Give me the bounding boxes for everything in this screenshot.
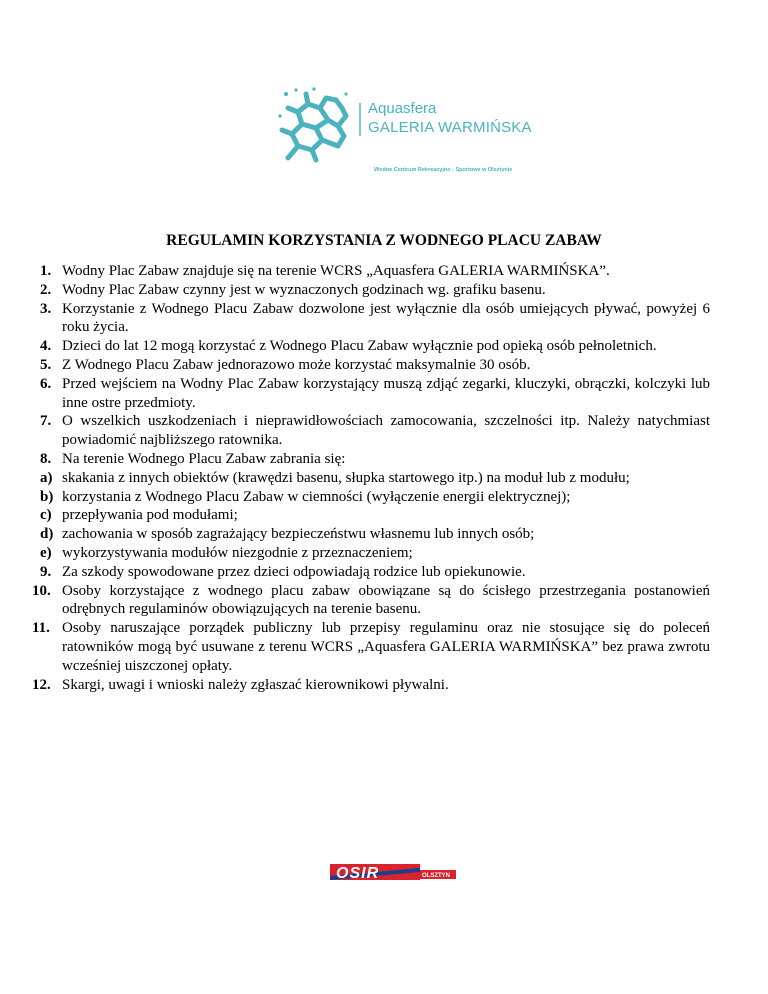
rule-marker: 4. — [40, 338, 52, 355]
osir-logo — [328, 858, 458, 886]
brand-name: Aquasfera — [368, 100, 437, 117]
rule-marker: 10. — [32, 582, 51, 599]
rule-marker: b) — [40, 488, 54, 505]
rule-item — [0, 563, 710, 582]
rule-item — [0, 262, 710, 281]
rule-text: przepływania pod modułami; — [62, 507, 238, 524]
rule-text: Wodny Plac Zabaw czynny jest w wyznaczonych godzinach wg. grafiku basenu. — [62, 281, 546, 298]
rule-item — [0, 300, 710, 338]
rule-text: Wodny Plac Zabaw znajduje się na terenie WCRS „Aquasfera GALERIA WARMIŃSKA”. — [62, 263, 610, 279]
rule-marker: 8. — [40, 450, 52, 467]
rule-text: O wszelkich uszkodzeniach i nieprawidłowościach zamocowania, szczelności itp. Należy natychmiast powiadomić najbliższego ratownika. — [62, 413, 710, 449]
rule-item — [0, 469, 710, 488]
rule-item — [0, 450, 710, 469]
rule-text: Z Wodnego Placu Zabaw jednorazowo może korzystać maksymalnie 30 osób. — [62, 356, 531, 373]
osir-logo-text: OSIR — [336, 865, 380, 882]
osir-city-text: OLSZTYN — [422, 873, 450, 879]
rule-item — [0, 375, 710, 413]
rule-text: Przed wejściem na Wodny Plac Zabaw korzystający muszą zdjąć zegarki, kluczyki, obrączki, kolczyki lub inne ostre przedmioty. — [62, 375, 710, 411]
rule-item — [0, 544, 710, 563]
coral-logo-icon — [276, 86, 354, 166]
rule-item — [0, 525, 710, 544]
rule-text: Osoby korzystające z wodnego placu zabaw obowiązane są do ścisłego przestrzegania postanowień odrębnych regulaminów obowiązujących na terenie basenu. — [62, 582, 710, 618]
rule-marker: 2. — [40, 281, 52, 298]
rule-text: zachowania w sposób zagrażający bezpieczeństwu własnemu lub innych osób; — [62, 526, 535, 543]
rule-item — [0, 356, 710, 375]
rule-item — [0, 676, 710, 695]
rule-item — [0, 582, 710, 620]
rule-item — [0, 337, 710, 356]
rule-marker: 6. — [40, 375, 52, 392]
rule-text: Na terenie Wodnego Placu Zabaw zabrania się: — [62, 450, 346, 467]
rule-item — [0, 281, 710, 300]
rule-item — [0, 506, 710, 525]
rule-item — [0, 619, 710, 675]
rule-marker: 11. — [32, 620, 50, 637]
rule-text: Dzieci do lat 12 mogą korzystać z Wodnego Placu Zabaw wyłącznie pod opieką osób pełnoletnich. — [62, 338, 657, 355]
rule-item — [0, 412, 710, 450]
rule-marker: 3. — [40, 300, 52, 317]
rule-text: Skargi, uwagi i wnioski należy zgłaszać kierownikowi pływalni. — [62, 676, 449, 693]
rule-marker: 1. — [40, 263, 52, 279]
rule-text: Korzystanie z Wodnego Placu Zabaw dozwolone jest wyłącznie dla osób umiejących pływać, powyżej 6 roku życia. — [62, 300, 710, 336]
rule-marker: d) — [40, 526, 54, 543]
brand-text — [368, 100, 532, 137]
rule-marker: 12. — [32, 676, 51, 693]
brand-tagline: Wodne Centrum Rekreacyjno - Sportowe w Olsztynie — [374, 167, 513, 173]
rule-marker: 9. — [40, 563, 52, 580]
rule-marker: c) — [40, 507, 52, 524]
rule-text: Za szkody spowodowane przez dzieci odpowiadają rodzice lub opiekunowie. — [62, 563, 526, 580]
rule-text: Osoby naruszające porządek publiczny lub przepisy regulaminu oraz nie stosujące się do poleceń ratowników mogą być usuwane z terenu WCRS „Aquasfera GALERIA WARMIŃSKA” bez prawa zwrotu wcześniej uiszczonej opłaty. — [62, 620, 710, 674]
aquasfera-logo — [276, 80, 546, 172]
rule-item — [0, 488, 710, 507]
rule-marker: 5. — [40, 356, 52, 373]
brand-sub: GALERIA WARMIŃSKA — [368, 119, 532, 136]
rule-marker: e) — [40, 544, 52, 561]
rule-text: skakania z innych obiektów (krawędzi basenu, słupka startowego itp.) na moduł lub z modułu; — [62, 469, 630, 486]
rule-text: wykorzystywania modułów niezgodnie z przeznaczeniem; — [62, 544, 413, 561]
rules-list — [0, 262, 768, 694]
rule-marker: a) — [40, 469, 53, 486]
rule-marker: 7. — [40, 413, 52, 430]
document-title: REGULAMIN KORZYSTANIA Z WODNEGO PLACU ZABAW — [166, 232, 602, 249]
logo-divider — [359, 103, 361, 136]
rule-text: korzystania z Wodnego Placu Zabaw w ciemności (wyłączenie energii elektrycznej); — [62, 488, 571, 505]
